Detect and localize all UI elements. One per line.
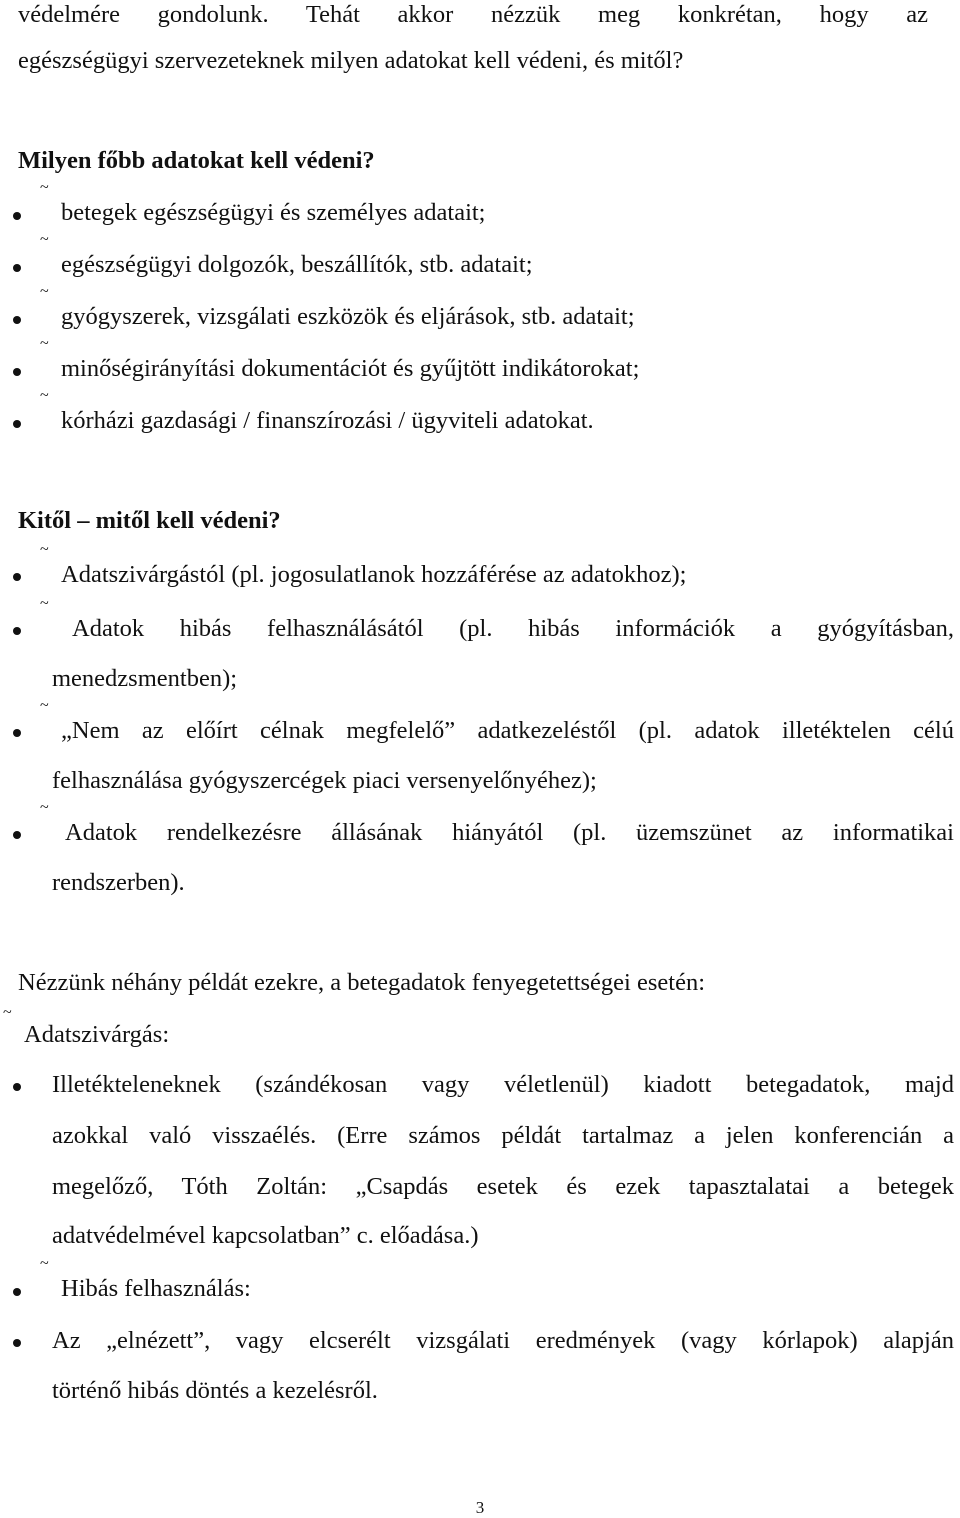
- bullet-icon: [13, 264, 21, 272]
- page-number: 3: [475, 1498, 485, 1517]
- tilde-icon: ~: [40, 231, 49, 248]
- intro-line-1: védelmére gondolunk. Tehát akkor nézzük meg konkrétan, hogy az: [18, 1, 928, 28]
- tilde-icon: ~: [40, 541, 49, 558]
- tilde-icon: ~: [40, 179, 49, 196]
- tilde-icon: ~: [40, 799, 49, 816]
- bullet-icon: [13, 420, 21, 428]
- section-whom-heading: Kitől – mitől kell védeni?: [18, 507, 281, 534]
- bullet-icon: [13, 729, 21, 737]
- bullet-icon: [13, 368, 21, 376]
- tilde-icon: ~: [40, 335, 49, 352]
- bullet-icon: [13, 573, 21, 581]
- tilde-icon: ~: [40, 283, 49, 300]
- tilde-icon: ~: [40, 595, 49, 612]
- bullet-icon: [13, 212, 21, 220]
- bullet-icon: [13, 316, 21, 324]
- tilde-icon: ~: [3, 1004, 12, 1021]
- bullet-icon: [13, 1083, 21, 1091]
- leak-heading: Adatszivárgás:: [24, 1021, 170, 1048]
- tilde-icon: ~: [40, 387, 49, 404]
- bullet-icon: [13, 1288, 21, 1296]
- examples-intro: Nézzünk néhány példát ezekre, a betegadatok fenyegetettségei esetén:: [18, 969, 706, 996]
- tilde-icon: ~: [40, 1255, 49, 1272]
- section-what-heading: Milyen főbb adatokat kell védeni?: [18, 147, 375, 174]
- intro-line-2: egészségügyi szervezeteknek milyen adatokat kell védeni, és mitől?: [18, 47, 684, 74]
- tilde-icon: ~: [40, 697, 49, 714]
- misuse-heading: Hibás felhasználás:: [61, 1275, 251, 1302]
- bullet-icon: [13, 1339, 21, 1347]
- bullet-icon: [13, 627, 21, 635]
- bullet-icon: [13, 831, 21, 839]
